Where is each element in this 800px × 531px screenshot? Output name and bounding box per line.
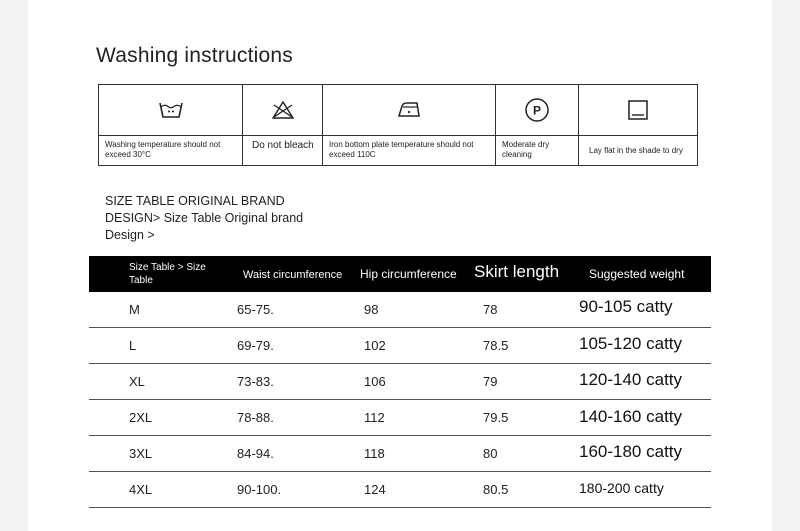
svg-text:P: P <box>532 103 542 118</box>
cell-size: M <box>129 302 140 317</box>
cell-weight: 105-120 catty <box>579 333 683 353</box>
table-row <box>89 436 711 472</box>
dry-flat-shade-icon <box>626 98 650 122</box>
no-bleach-icon <box>270 99 296 121</box>
cell-hip: 124 <box>364 482 386 497</box>
cell-skirt: 80 <box>483 446 498 461</box>
cell-waist: 69-79. <box>237 338 274 353</box>
cell-size: 3XL <box>129 446 153 461</box>
cell-skirt: 79 <box>483 374 498 389</box>
size-table <box>89 256 711 508</box>
cell-skirt: 79.5 <box>483 410 509 425</box>
care-cell-dryclean <box>496 85 579 165</box>
cell-size: 2XL <box>129 410 153 425</box>
cell-weight: 180-200 catty <box>579 479 664 496</box>
cell-hip: 98 <box>364 302 379 317</box>
cell-weight: 90-105 catty <box>579 296 673 316</box>
cell-skirt: 78 <box>483 302 498 317</box>
cell-size: 4XL <box>129 482 153 497</box>
brand-description: SIZE TABLE ORIGINAL BRAND DESIGN> Size Table Original brand Design > <box>105 194 304 242</box>
care-text-iron: Iron bottom plate temperature should not exceed 110C <box>329 140 474 159</box>
header-waist: Waist circumference <box>243 269 343 281</box>
product-detail-page <box>28 0 772 531</box>
cell-size: L <box>129 338 137 353</box>
header-hip: Hip circumference <box>360 267 457 281</box>
size-table-header <box>89 256 711 292</box>
table-row <box>89 328 711 364</box>
cell-weight: 160-180 catty <box>579 441 683 461</box>
washing-instructions-title: Washing instructions <box>96 44 293 67</box>
care-cell-dryflat <box>579 85 697 165</box>
cell-size: XL <box>129 374 145 389</box>
cell-skirt: 78.5 <box>483 338 509 353</box>
care-text-bleach: Do not bleach <box>252 140 314 151</box>
cell-skirt: 80.5 <box>483 482 509 497</box>
table-row <box>89 400 711 436</box>
header-size: Size Table > Size Table <box>129 262 206 286</box>
header-weight: Suggested weight <box>589 267 685 281</box>
cell-hip: 112 <box>364 410 385 425</box>
cell-waist: 65-75. <box>237 302 274 317</box>
iron-low-icon <box>395 100 423 120</box>
cell-waist: 90-100. <box>237 482 282 497</box>
care-text-wash: Washing temperature should not exceed 30°C <box>105 140 221 159</box>
cell-hip: 118 <box>364 446 385 461</box>
cell-waist: 84-94. <box>237 446 274 461</box>
cell-waist: 73-83. <box>237 374 274 389</box>
cell-weight: 120-140 catty <box>579 369 683 389</box>
cell-waist: 78-88. <box>237 410 274 425</box>
dry-clean-p-icon <box>524 97 550 123</box>
table-row <box>89 292 711 328</box>
cell-weight: 140-160 catty <box>579 406 683 426</box>
table-row <box>89 364 711 400</box>
care-text-dryflat: Lay flat in the shade to dry <box>589 146 683 155</box>
care-cell-bleach <box>243 85 323 165</box>
wash-30-icon <box>158 100 184 120</box>
cell-hip: 106 <box>364 374 386 389</box>
table-row <box>89 472 711 508</box>
care-text-dryclean: Moderate dry cleaning <box>502 140 550 159</box>
care-instructions-table <box>98 84 698 166</box>
header-skirt: Skirt length <box>474 262 560 281</box>
care-cell-wash <box>99 85 243 165</box>
cell-hip: 102 <box>364 338 386 353</box>
care-cell-iron <box>323 85 496 165</box>
